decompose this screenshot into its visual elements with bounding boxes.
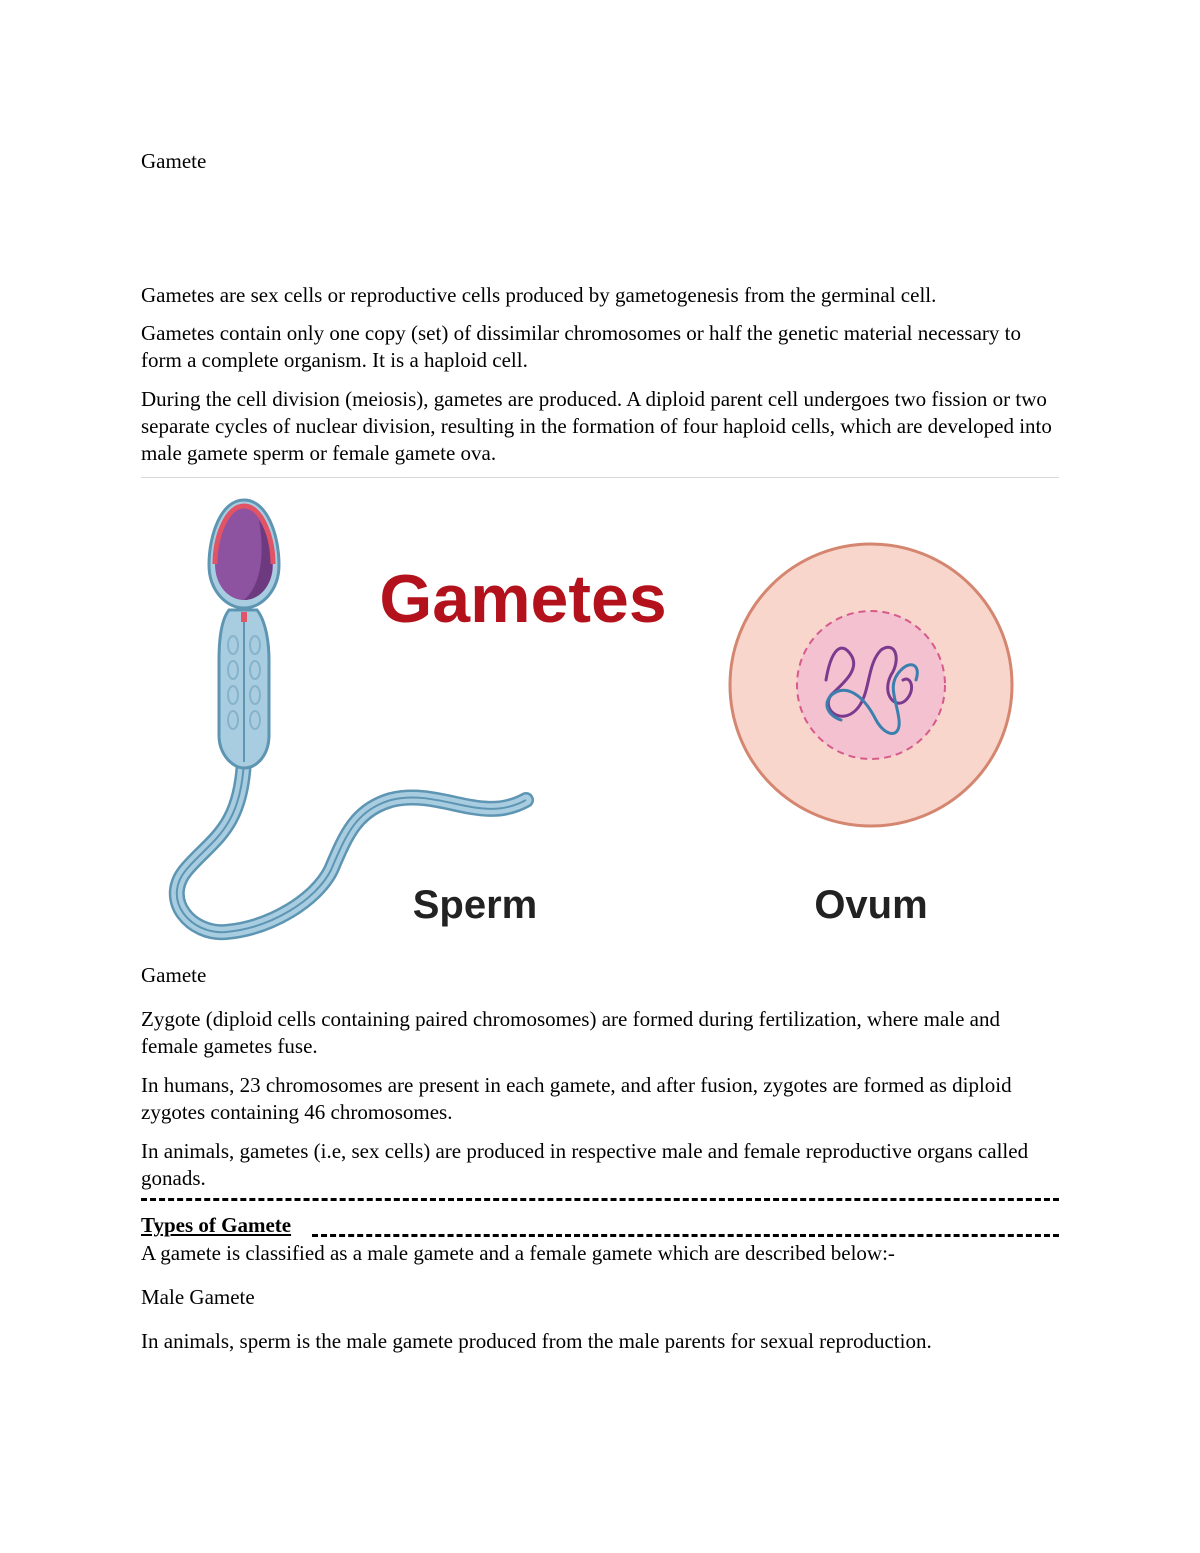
section-divider <box>141 477 1059 478</box>
paragraph-humans: In humans, 23 chromosomes are present in each gamete, and after fusion, zygotes are formed as diploid zygotes containing 46 chromosomes. <box>141 1073 1012 1124</box>
paragraph-haploid: Gametes contain only one copy (set) of dissimilar chromosomes or half the genetic material necessary to form a complete organism. It is a haploid cell. <box>141 321 1021 372</box>
paragraph-meiosis: During the cell division (meiosis), gametes are produced. A diploid parent cell undergoes two fission or two separate cycles of nuclear division, resulting in the formation of four haploid cells, which are developed into male gamete sperm or female gamete ova. <box>141 387 1052 465</box>
figure-caption: Gamete <box>141 963 207 987</box>
ovum-illustration <box>730 544 1012 826</box>
ovum-label: Ovum <box>814 883 928 927</box>
paragraph-sperm: In animals, sperm is the male gamete produced from the male parents for sexual reproduction. <box>141 1329 932 1353</box>
dashed-underline <box>312 1234 1059 1237</box>
paragraph-definition: Gametes are sex cells or reproductive cells produced by gametogenesis from the germinal cell. <box>141 283 937 307</box>
dashed-divider <box>141 1198 1059 1201</box>
paragraph-classification: A gamete is classified as a male gamete and a female gamete which are described below:- <box>141 1241 895 1265</box>
figure-title: Gametes <box>379 561 667 637</box>
paragraph-gonads: In animals, gametes (i.e, sex cells) are produced in respective male and female reproductive organs called gonads. <box>141 1139 1029 1190</box>
subheading-male-gamete: Male Gamete <box>141 1285 255 1309</box>
paragraph-zygote: Zygote (diploid cells containing paired chromosomes) are formed during fertilization, where male and female gametes fuse. <box>141 1007 1000 1058</box>
gametes-figure <box>141 480 1059 958</box>
document-title: Gamete <box>141 149 207 173</box>
sperm-label: Sperm <box>412 883 538 927</box>
section-heading: Types of Gamete <box>141 1213 292 1237</box>
